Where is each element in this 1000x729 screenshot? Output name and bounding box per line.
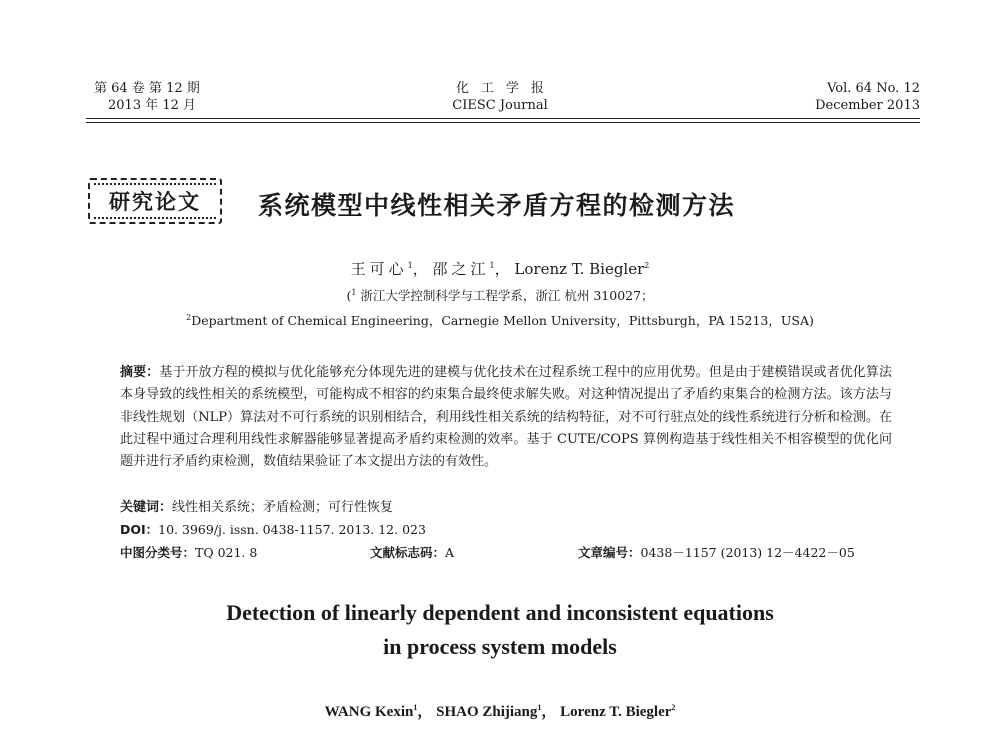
journal-volume-issue-en — [815, 80, 920, 114]
paper-title-en-line2: in process system models — [383, 634, 617, 659]
keywords-label: 关键词： — [120, 500, 173, 515]
author-1-affiliation: 1 — [407, 261, 413, 270]
classification-row — [120, 543, 892, 561]
clc-number — [120, 545, 257, 560]
abstract-label: 摘要： — [120, 365, 160, 380]
paper-title-zh: 系统模型中线性相关矛盾方程的检测方法 — [258, 191, 736, 220]
author-en-separator: ， — [541, 704, 557, 720]
affiliation-2-text: Department of Chemical Engineering，Carnegie Mellon University，Pittsburgh，PA 15213，USA) — [191, 313, 814, 328]
journal-name-en: CIESC Journal — [452, 98, 548, 113]
author-3-affiliation: 2 — [644, 261, 650, 270]
volume-issue-zh: 第 64 卷 第 12 期 — [94, 81, 200, 96]
journal-name-zh: 化工学报 — [455, 81, 556, 96]
date-zh: 2013 年 12 月 — [108, 98, 197, 113]
author-separator: ， — [494, 260, 510, 278]
doc-code-label: 文献标志码： — [370, 545, 446, 560]
article-number — [578, 543, 855, 561]
doi — [120, 520, 426, 538]
affiliation-1 — [0, 286, 1000, 304]
author-en-1-name: WANG Kexin — [324, 704, 414, 720]
article-number-label: 文章编号： — [578, 545, 641, 560]
affiliation-2-marker: 2 — [186, 312, 192, 322]
author-en-3-affiliation: 2 — [671, 703, 676, 712]
author-en-2-name: SHAO Zhijiang — [436, 704, 538, 720]
author-2-affiliation: 1 — [489, 261, 495, 270]
author-en-1-affiliation: 1 — [413, 703, 418, 712]
doi-label: DOI： — [120, 522, 159, 537]
journal-name — [430, 80, 570, 114]
author-separator: ， — [412, 260, 428, 278]
affiliation-2 — [0, 311, 1000, 329]
volume-issue-en: Vol. 64 No. 12 — [827, 81, 920, 96]
paper-title-en-line1: Detection of linearly dependent and inconsistent equations — [226, 600, 774, 625]
abstract-zh — [120, 362, 892, 473]
clc-label: 中图分类号： — [120, 545, 196, 560]
author-en-2-affiliation: 1 — [537, 703, 542, 712]
doi-value: 10. 3969/j. issn. 0438-1157. 2013. 12. 023 — [158, 522, 426, 537]
document-code — [370, 543, 454, 561]
keywords-text: 线性相关系统；矛盾检测；可行性恢复 — [172, 500, 394, 515]
affiliation-1-marker: 1 — [351, 287, 357, 297]
affiliation-1-text: 浙江大学控制科学与工程学系，浙江 杭州 310027； — [356, 288, 654, 303]
keywords — [120, 496, 393, 515]
doc-code-value: A — [445, 545, 455, 560]
author-en-separator: ， — [417, 704, 433, 720]
journal-volume-issue — [94, 80, 200, 114]
author-3-name: Lorenz T. Biegler — [514, 260, 645, 278]
header-rule-thick — [86, 118, 920, 119]
section-badge — [88, 178, 222, 224]
date-en: December 2013 — [815, 98, 920, 113]
author-list-zh — [0, 258, 1000, 279]
article-number-value: 0438－1157 (2013) 12－4422－05 — [640, 545, 855, 560]
header-rule-thin — [86, 122, 920, 123]
affiliation-open-paren: ( — [346, 288, 352, 303]
abstract-text: 基于开放方程的模拟与优化能够充分体现先进的建模与优化技术在过程系统工程中的应用优势。但是由于建模错误或者优化算法本身导致的线性相关的系统模型，可能构成不相容的约束集合最终使求解失败。对这种情况提出了矛盾约束集合的检测方法。该方法与非线性规划（NLP）算法对不可行系统的识别相结合，利用线性相关系统的结构特征，对不可行驻点处的线性系统进行分析和检测。在此过程中通过合理利用线性求解器能够显著提高矛盾约束检测的效率。基于 CUTE/COPS 算例构造基于线性相关不相容模型的优化问题并进行矛盾约束检测，数值结果验证了本文提出方法的有效性。 — [120, 365, 892, 470]
clc-value: TQ 021. 8 — [195, 545, 258, 560]
author-list-en — [0, 700, 1000, 721]
author-2-name: 邵之江 — [432, 260, 490, 278]
section-badge-label: 研究论文 — [109, 190, 201, 214]
author-1-name: 王可心 — [350, 260, 408, 278]
author-en-3-name: Lorenz T. Biegler — [560, 704, 672, 720]
